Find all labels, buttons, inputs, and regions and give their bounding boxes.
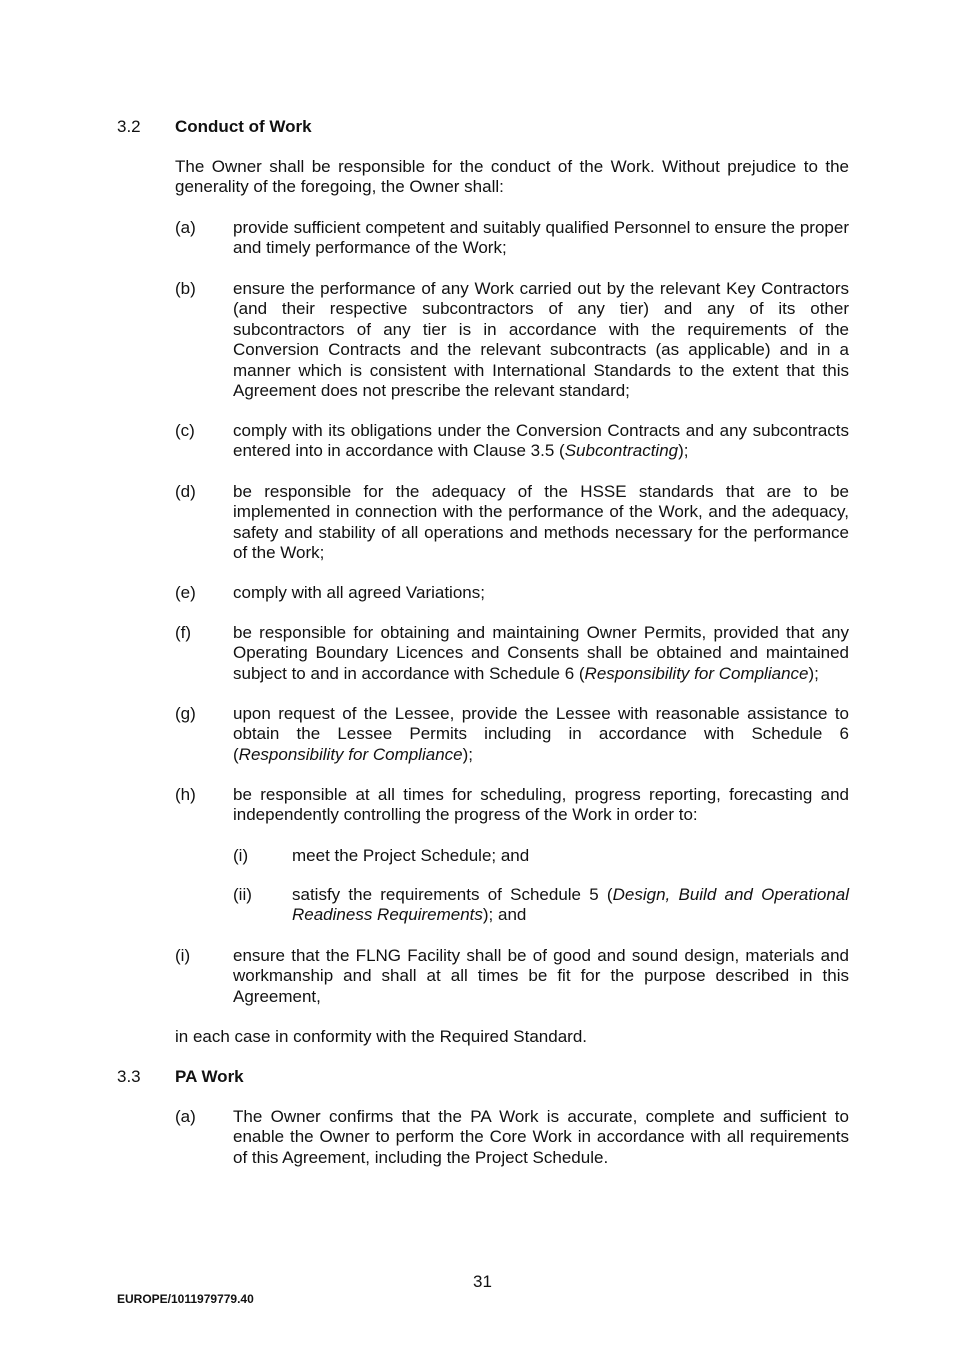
section-title: Conduct of Work — [175, 117, 312, 136]
italic-reference: Responsibility for Compliance — [238, 744, 463, 764]
clause-label: (c) — [175, 421, 195, 440]
clause-text: be responsible at all times for scheduling, progress reporting, forecasting and independently controlling the progress of the Work in order to: — [233, 785, 849, 825]
clause-text: comply with all agreed Variations; — [233, 583, 485, 602]
clause-label: (f) — [175, 623, 192, 642]
subclause-label: (ii) — [233, 885, 252, 904]
clause-text: comply with its obligations under the Conversion Contracts and any subcontracts entered into in accordance with Clause 3.5 (Subcontracting); — [233, 421, 849, 461]
section-number: 3.2 — [117, 117, 141, 136]
clause-text: ensure that the FLNG Facility shall be of good and sound design, materials and workmanship and shall at all times be fit for the purpose described in this Agreement, — [233, 946, 849, 1006]
page-number: 31 — [473, 1272, 492, 1291]
clause-text: be responsible for the adequacy of the HSSE standards that are to be implemented in connection with the performance of the Work, and the adequacy, safety and stability of all operations and methods necessary for the performance of the Work; — [233, 482, 849, 563]
clause-text: provide sufficient competent and suitably qualified Personnel to ensure the proper and timely performance of the Work; — [233, 218, 849, 258]
clause-label: (a) — [175, 1107, 196, 1126]
subclause-label: (i) — [233, 846, 249, 865]
section-intro: The Owner shall be responsible for the conduct of the Work. Without prejudice to the generality of the foregoing, the Owner shall: — [175, 157, 849, 197]
italic-reference: Responsibility for Compliance — [584, 663, 809, 683]
clause-text: The Owner confirms that the PA Work is accurate, complete and sufficient to enable the Owner to perform the Core Work in accordance with all requirements of this Agreement, including the Project Schedule. — [233, 1107, 849, 1167]
italic-reference: Design, Build and Operational Readiness Requirements — [292, 885, 849, 925]
document-reference: EUROPE/1011979779.40 — [117, 1292, 254, 1306]
clause-text: be responsible for obtaining and maintaining Owner Permits, provided that any Operating Boundary Licences and Consents shall be obtained and maintained subject to and in accordance with Schedule 6 (Responsibility for Compliance); — [233, 623, 849, 683]
clause-text: upon request of the Lessee, provide the Lessee with reasonable assistance to obtain the Lessee Permits including in accordance with Schedule 6 (Responsibility for Compliance); — [233, 704, 849, 764]
section-number: 3.3 — [117, 1067, 141, 1086]
clause-label: (d) — [175, 482, 196, 501]
clause-label: (h) — [175, 785, 196, 804]
section-closing: in each case in conformity with the Required Standard. — [175, 1027, 588, 1046]
subclause-text: meet the Project Schedule; and — [292, 846, 530, 865]
subclause-text: satisfy the requirements of Schedule 5 (Design, Build and Operational Readiness Requirements); and — [292, 885, 849, 925]
clause-label: (g) — [175, 704, 196, 723]
clause-label: (a) — [175, 218, 196, 237]
section-title: PA Work — [175, 1067, 244, 1086]
clause-label: (i) — [175, 946, 191, 965]
italic-reference: Subcontracting — [564, 441, 679, 461]
clause-text: ensure the performance of any Work carried out by the relevant Key Contractors (and their respective subcontractors of any tier) and any of its other subcontractors of any tier is in accordance with the requirements of the Conversion Contracts and the relevant subcontracts (as applicable) and in a manner which is consistent with International Standards to the extent that this Agreement does not prescribe the relevant standard; — [233, 279, 849, 401]
clause-label: (b) — [175, 279, 196, 298]
clause-label: (e) — [175, 583, 196, 602]
